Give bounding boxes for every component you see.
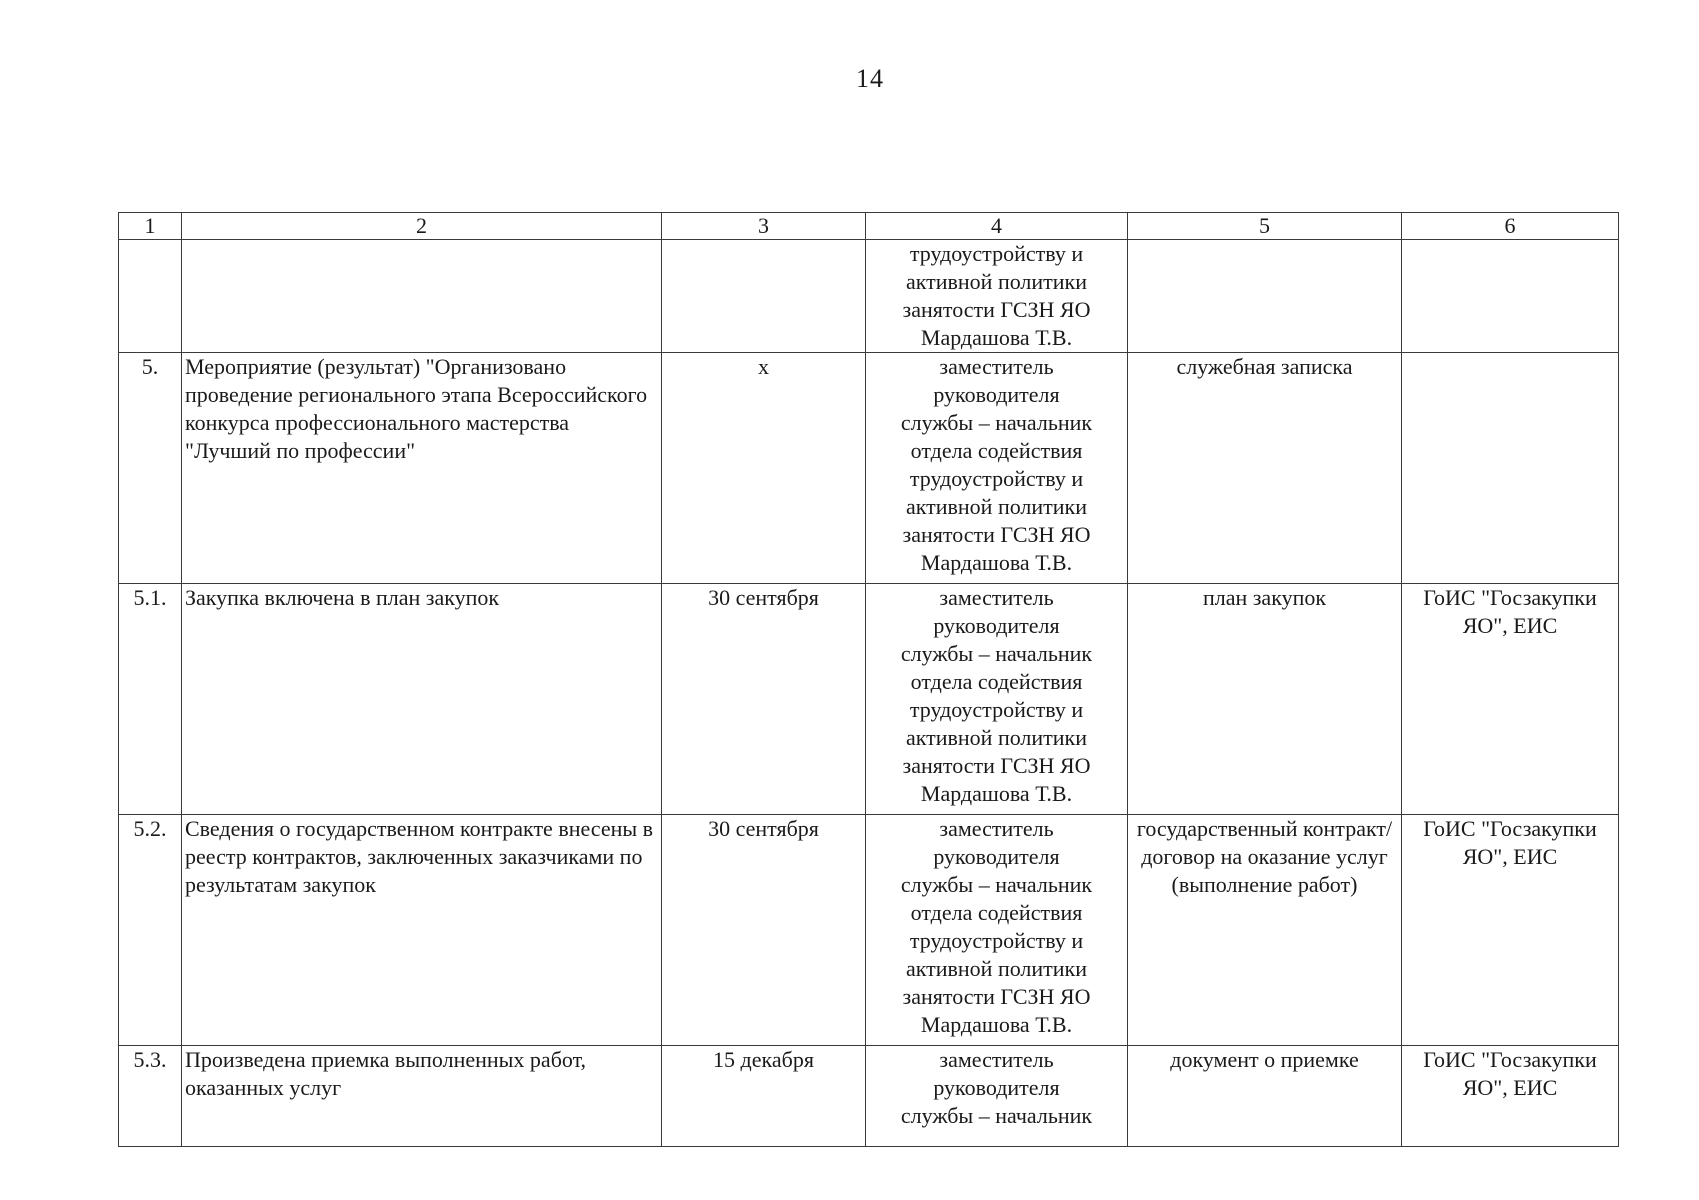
cell-responsible [866, 240, 1128, 353]
responsible-line: заместитель [939, 585, 1054, 610]
responsible-line: занятости ГСЗН ЯО [902, 522, 1091, 547]
cell-deadline: 30 сентября [662, 584, 866, 815]
column-header-5: 5 [1128, 213, 1402, 240]
table-row [119, 584, 1619, 815]
table-row [119, 1046, 1619, 1147]
responsible-line: службы – начальник [900, 410, 1093, 435]
cell-system: ГоИС "Госзакупки ЯО", ЕИС [1402, 584, 1619, 815]
cell-title: Закупка включена в план закупок [182, 584, 662, 815]
responsible-line: Мардашова Т.В. [920, 1012, 1073, 1037]
cell-num: 5.1. [119, 584, 182, 815]
column-header-3: 3 [662, 213, 866, 240]
responsible-line: активной политики [905, 956, 1088, 981]
cell-title: Сведения о государственном контракте внесены в реестр контрактов, заключенных заказчиками по результатам закупок [182, 815, 662, 1046]
cell-responsible [866, 353, 1128, 584]
cell-num [119, 240, 182, 353]
cell-num: 5.3. [119, 1046, 182, 1147]
responsible-line: руководителя [933, 1075, 1060, 1100]
cell-title [182, 240, 662, 353]
responsible-line: службы – начальник [900, 1103, 1093, 1128]
responsible-line: руководителя [933, 844, 1060, 869]
column-header-1: 1 [119, 213, 182, 240]
cell-title: Мероприятие (результат) "Организовано проведение регионального этапа Всероссийского конкурса профессионального мастерства "Лучший по профессии" [182, 353, 662, 584]
responsible-line: Мардашова Т.В. [920, 325, 1073, 350]
responsible-line: активной политики [905, 725, 1088, 750]
cell-deadline [662, 240, 866, 353]
cell-system [1402, 353, 1619, 584]
responsible-line: заместитель [939, 1047, 1054, 1072]
responsible-line: Мардашова Т.В. [920, 550, 1073, 575]
cell-deadline: 30 сентября [662, 815, 866, 1046]
cell-document: государственный контракт/ договор на оказание услуг (выполнение работ) [1128, 815, 1402, 1046]
cell-deadline: 15 декабря [662, 1046, 866, 1147]
page-number: 14 [856, 64, 884, 93]
cell-system: ГоИС "Госзакупки ЯО", ЕИС [1402, 815, 1619, 1046]
cell-document: план закупок [1128, 584, 1402, 815]
table-row [119, 815, 1619, 1046]
responsible-line: трудоустройству и [909, 928, 1084, 953]
cell-system: ГоИС "Госзакупки ЯО", ЕИС [1402, 1046, 1619, 1147]
responsible-line: трудоустройству и [909, 697, 1084, 722]
plan-table [118, 212, 1619, 1147]
responsible-line: трудоустройству и [909, 466, 1084, 491]
cell-document [1128, 240, 1402, 353]
responsible-line: службы – начальник [900, 641, 1093, 666]
cell-document: служебная записка [1128, 353, 1402, 584]
cell-responsible [866, 1046, 1128, 1147]
responsible-line: активной политики [905, 269, 1088, 294]
cell-system [1402, 240, 1619, 353]
table-row [119, 353, 1619, 584]
responsible-line: занятости ГСЗН ЯО [902, 753, 1091, 778]
cell-num: 5.2. [119, 815, 182, 1046]
cell-document: документ о приемке [1128, 1046, 1402, 1147]
responsible-line: заместитель [939, 354, 1054, 379]
responsible-line: службы – начальник [900, 872, 1093, 897]
column-header-2: 2 [182, 213, 662, 240]
responsible-line: отдела содействия [910, 669, 1083, 694]
responsible-line: занятости ГСЗН ЯО [902, 297, 1091, 322]
responsible-line: руководителя [933, 613, 1060, 638]
cell-title: Произведена приемка выполненных работ, оказанных услуг [182, 1046, 662, 1147]
responsible-line: Мардашова Т.В. [920, 781, 1073, 806]
column-header-6: 6 [1402, 213, 1619, 240]
responsible-line: отдела содействия [910, 900, 1083, 925]
responsible-line: занятости ГСЗН ЯО [902, 984, 1091, 1009]
responsible-line: отдела содействия [910, 438, 1083, 463]
cell-deadline: x [662, 353, 866, 584]
column-header-4: 4 [866, 213, 1128, 240]
header-row [119, 213, 1619, 240]
responsible-line: активной политики [905, 494, 1088, 519]
responsible-line: трудоустройству и [909, 241, 1084, 266]
continuation-row [119, 240, 1619, 353]
cell-responsible [866, 584, 1128, 815]
responsible-line: заместитель [939, 816, 1054, 841]
cell-responsible [866, 815, 1128, 1046]
responsible-line: руководителя [933, 382, 1060, 407]
cell-num: 5. [119, 353, 182, 584]
